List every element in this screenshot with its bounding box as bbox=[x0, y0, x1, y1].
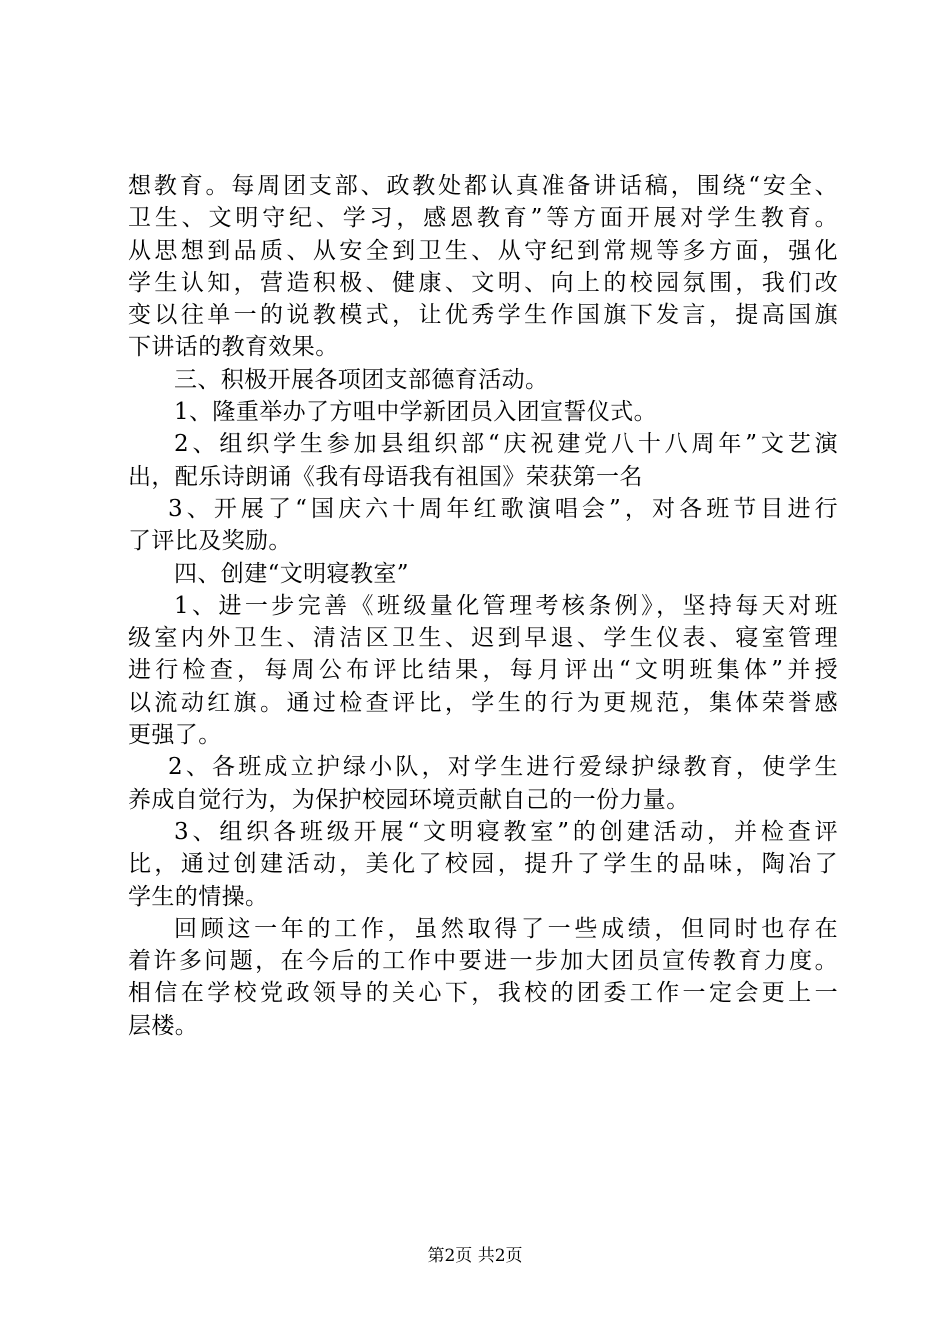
text-line: 3、开展了“国庆六十周年红歌演唱会”，对各班节目进行 bbox=[168, 495, 838, 522]
text-line: 级室内外卫生、清洁区卫生、迟到早退、学生仪表、寝室管理 bbox=[128, 625, 838, 652]
text-line: 变以往单一的说教模式，让优秀学生作国旗下发言，提高国旗 bbox=[128, 302, 838, 329]
section-heading: 三、积极开展各项团支部德育活动。 bbox=[174, 366, 549, 393]
text-line: 着许多问题，在今后的工作中要进一步加大团员宣传教育力度。 bbox=[128, 948, 838, 975]
text-line: 3、组织各班级开展“文明寝教室”的创建活动，并检查评 bbox=[174, 818, 838, 845]
text-line: 下讲话的教育效果。 bbox=[128, 334, 339, 361]
text-line: 1、隆重举办了方咀中学新团员入团宣誓仪式。 bbox=[174, 399, 658, 426]
text-line: 比，通过创建活动，美化了校园，提升了学生的品味，陶冶了 bbox=[128, 851, 838, 878]
text-line: 层楼。 bbox=[128, 1012, 199, 1039]
text-line: 了评比及奖励。 bbox=[128, 528, 292, 555]
text-line: 进行检查，每周公布评比结果，每月评出“文明班集体”并授 bbox=[128, 657, 838, 684]
text-line: 回顾这一年的工作，虽然取得了一些成绩，但同时也存在 bbox=[174, 915, 838, 942]
text-line: 想教育。每周团支部、政教处都认真准备讲话稿，围绕“安全、 bbox=[128, 173, 838, 199]
text-line: 学生的情操。 bbox=[128, 883, 269, 910]
text-line: 学生认知，营造积极、健康、文明、向上的校园氛围，我们改 bbox=[128, 269, 838, 296]
text-line: 2、组织学生参加县组织部“庆祝建党八十八周年”文艺演 bbox=[174, 431, 838, 458]
text-line: 2、各班成立护绿小队，对学生进行爱绿护绿教育，使学生 bbox=[168, 754, 838, 781]
text-line: 以流动红旗。通过检查评比，学生的行为更规范，集体荣誉感 bbox=[128, 689, 838, 716]
page-number-footer: 第2页 共2页 bbox=[427, 1246, 523, 1266]
text-line: 卫生、文明守纪、学习，感恩教育”等方面开展对学生教育。 bbox=[128, 205, 838, 232]
section-heading: 四、创建“文明寝教室” bbox=[174, 560, 409, 587]
text-line: 更强了。 bbox=[128, 722, 222, 749]
document-body bbox=[128, 170, 838, 1042]
text-line: 相信在学校党政领导的关心下，我校的团委工作一定会更上一 bbox=[128, 980, 838, 1007]
text-line: 1、进一步完善《班级量化管理考核条例》，坚持每天对班 bbox=[174, 592, 838, 619]
text-line: 从思想到品质、从安全到卫生、从守纪到常规等多方面，强化 bbox=[128, 237, 838, 264]
text-line: 出，配乐诗朗诵《我有母语我有祖国》荣获第一名 bbox=[128, 463, 643, 490]
text-line: 养成自觉行为，为保护校园环境贡献自己的一份力量。 bbox=[128, 786, 690, 813]
